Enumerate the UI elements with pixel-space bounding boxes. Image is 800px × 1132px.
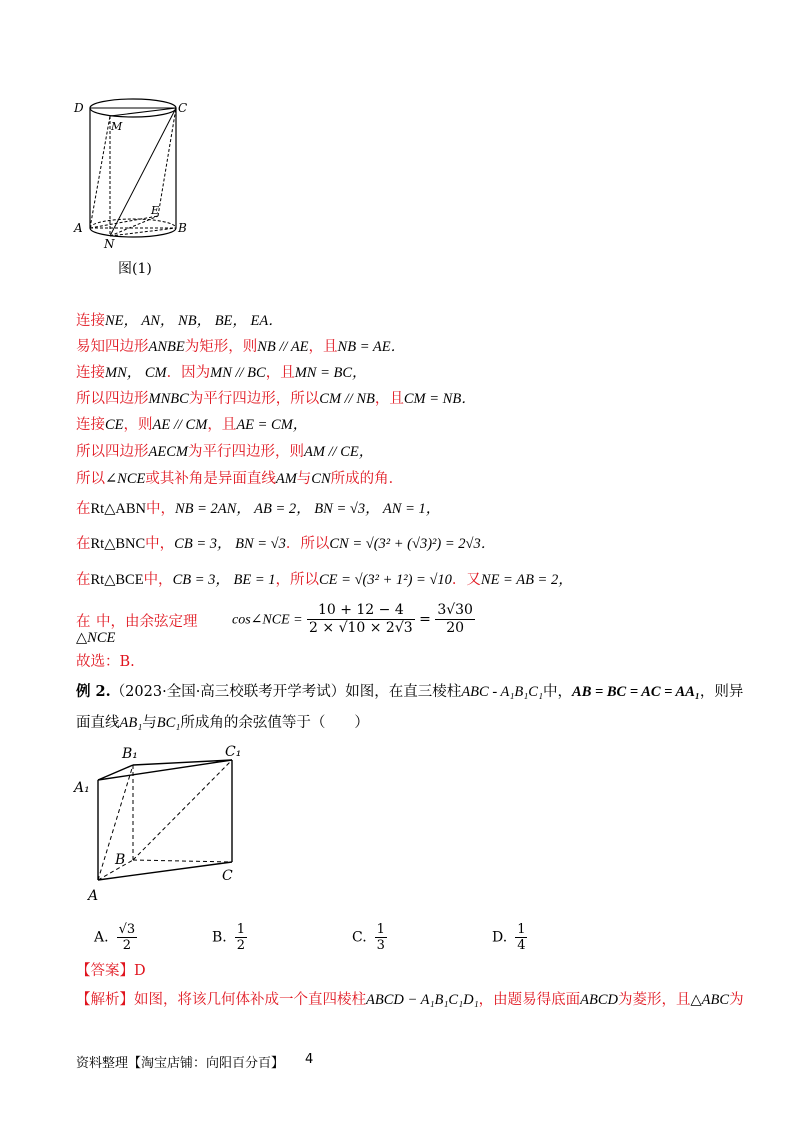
cosine-formula: cos∠NCE = $\frac{10 + 12 - 4}{2 \times √10 \times 2√3}$ = $\frac{3√30}{20}$ <box>232 602 473 636</box>
answer-value: D <box>134 963 146 979</box>
cylinder-figure <box>68 96 188 276</box>
label-d: D <box>74 101 84 115</box>
cosine-fraction: $\frac{10 + 12 - 4}{2 \times √10 \times 2√3}$ <box>309 602 413 636</box>
answer-line <box>76 961 146 981</box>
label-n: N <box>104 237 115 251</box>
label-a1: A₁ <box>74 780 90 796</box>
label-c1: C₁ <box>225 744 242 760</box>
solution-line-8: 在Rt△ABN中，NB = 2AN， AB = 2， BN = √3， AN = 1， <box>76 501 441 517</box>
solution-line-11: 在 <box>76 614 91 630</box>
solution-line-3: 连接MN， CM．因为MN // BC，且MN = BC， <box>76 365 367 381</box>
label-b1: B₁ <box>122 746 138 762</box>
solution-line-10: 在Rt△BCE中，CB = 3， BE = 1，所以CE = √(3² + 1²) = √10．又NE = AB = 2， <box>76 572 573 588</box>
solution-conclusion: 故选：B. <box>76 654 135 670</box>
label-b: B <box>178 221 187 235</box>
label-c: C <box>178 101 188 115</box>
label-m: M <box>111 120 123 133</box>
solution-line-1: 连接NE， AN， NB， BE， EA． <box>76 313 283 329</box>
label-e: E <box>151 204 160 217</box>
solution-line-2: 易知四边形ANBE为矩形，则NB // AE，且NB = AE． <box>76 339 406 355</box>
solution-line-7: 所以∠NCE或其补角是异面直线AM与CN所成的角． <box>76 471 404 487</box>
solution-line-9: 在Rt△BNC中，CB = 3， BN = √3．所以CN = √(3² + (√3)²) = 2√3． <box>76 536 496 552</box>
figure1-caption: 图(1) <box>118 261 152 277</box>
label-c: C <box>222 868 233 884</box>
label-a: A <box>88 888 99 904</box>
option-a[interactable]: A. $\frac{√3}{2}$ <box>94 922 136 953</box>
option-b[interactable]: B. $\frac{1}{2}$ <box>212 922 246 953</box>
label-b: B <box>115 852 126 868</box>
footer-text: 资料整理【淘宝店铺：向阳百分百】 <box>76 1056 285 1071</box>
solution-line-4: 所以四边形MNBC为平行四边形，所以CM // NB，且CM = NB． <box>76 391 476 407</box>
analysis-line: 【解析】如图，将该几何体补成一个直四棱柱ABCD − A₁B₁C₁D₁，由题易得底面ABCD为菱形，且△ABC为 <box>76 992 744 1008</box>
option-c[interactable]: C. $\frac{1}{3}$ <box>352 922 385 953</box>
solution-line-5: 连接CE，则AE // CM，且AE = CM， <box>76 417 308 433</box>
cosine-result: $\frac{3√30}{20}$ <box>437 602 473 636</box>
label-a: A <box>74 221 83 235</box>
page-number: 4 <box>305 1052 314 1067</box>
answer-label: 【答案】 <box>76 963 134 979</box>
triangle-nce: △NCE <box>76 630 116 646</box>
prism-figure <box>70 740 250 905</box>
example2-line-1: 例 2.（2023·全国·高三校联考开学考试）如图，在直三棱柱ABC - A₁B₁C₁中，AB = BC = AC = AA₁，则异 <box>76 683 744 700</box>
solution-line-6: 所以四边形AECM为平行四边形，则AM // CE， <box>76 444 374 460</box>
option-d[interactable]: D. $\frac{1}{4}$ <box>492 922 526 953</box>
cosine-law-label: 中，由余弦定理 <box>96 614 198 630</box>
example2-line-2: 面直线AB₁与BC₁所成角的余弦值等于（ ） <box>76 715 369 731</box>
